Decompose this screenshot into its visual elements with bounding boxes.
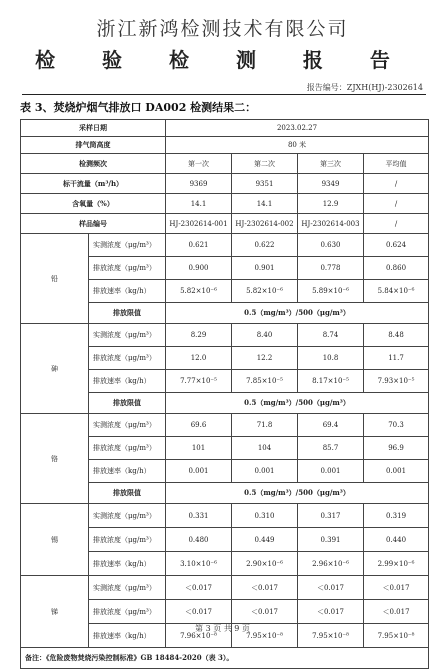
emission-value: 10.8 <box>298 347 364 370</box>
table-title: 表 3、焚烧炉烟气排放口 DA002 检测结果二： <box>20 101 257 114</box>
limit-label: 排放限值 <box>89 483 166 504</box>
rate-value: 2.99×10⁻⁶ <box>364 552 429 576</box>
report-number: 报告编号：ZJXH(HJ)-2302614 <box>306 83 423 92</box>
flow-cell: / <box>364 174 429 194</box>
rate-value: 7.95×10⁻⁸ <box>298 624 364 648</box>
rate-label: 排放速率（kg/h） <box>89 624 166 648</box>
measured-value: 8.74 <box>298 324 364 347</box>
emission-label: 排放浓度（μg/m³） <box>89 600 166 624</box>
limit-value: 0.5（mg/m³）/500（μg/m³） <box>166 393 429 414</box>
emission-label: 排放浓度（μg/m³） <box>89 257 166 280</box>
measured-value: ＜0.017 <box>166 576 232 600</box>
flow-cell: 9369 <box>166 174 232 194</box>
rate-value: 7.95×10⁻⁸ <box>232 624 298 648</box>
emission-value: 0.901 <box>232 257 298 280</box>
emission-value: 12.0 <box>166 347 232 370</box>
measured-value: 0.319 <box>364 504 429 528</box>
metal-name: 铬 <box>21 414 89 504</box>
oxygen-label: 含氧量（%） <box>21 194 166 214</box>
measured-label: 实测浓度（μg/m³） <box>89 576 166 600</box>
sample-number-cell: / <box>364 214 429 234</box>
company-name: 浙江新鸿检测技术有限公司 <box>96 18 349 40</box>
page-number: 第 3 页 共 9 页 <box>195 624 250 633</box>
emission-value: 101 <box>166 437 232 460</box>
rate-value: 0.001 <box>232 460 298 483</box>
frequency-cell: 平均值 <box>364 154 429 174</box>
note: 备注：《危险废物焚烧污染控制标准》GB 18484-2020（表 3）。 <box>21 648 429 669</box>
metal-name: 锡 <box>21 504 89 576</box>
rate-value: 7.95×10⁻⁸ <box>364 624 429 648</box>
emission-value: 96.9 <box>364 437 429 460</box>
frequency-cell: 第二次 <box>232 154 298 174</box>
rate-value: 5.82×10⁻⁶ <box>166 280 232 303</box>
measured-value: 69.4 <box>298 414 364 437</box>
metal-measured-row <box>21 504 429 528</box>
rate-label: 排放速率（kg/h） <box>89 280 166 303</box>
emission-value: 0.391 <box>298 528 364 552</box>
rate-label: 排放速率（kg/h） <box>89 370 166 393</box>
stack-height-label: 排气筒高度 <box>21 137 166 154</box>
results-table <box>20 119 429 669</box>
measured-value: 0.310 <box>232 504 298 528</box>
sample-number-row <box>21 214 429 234</box>
limit-label: 排放限值 <box>89 303 166 324</box>
rate-value: 7.93×10⁻⁵ <box>364 370 429 393</box>
metal-measured-row <box>21 576 429 600</box>
emission-value: ＜0.017 <box>298 600 364 624</box>
limit-value: 0.5（mg/m³）/500（μg/m³） <box>166 483 429 504</box>
frequency-label: 检测频次 <box>21 154 166 174</box>
stack-height-row <box>21 137 429 154</box>
sample-date-label: 采样日期 <box>21 120 166 137</box>
sample-number-label: 样品编号 <box>21 214 166 234</box>
stack-height-value: 80 米 <box>166 137 429 154</box>
oxygen-cell: 14.1 <box>232 194 298 214</box>
header-divider <box>22 94 426 95</box>
sample-date-row <box>21 120 429 137</box>
measured-value: 70.3 <box>364 414 429 437</box>
measured-value: 8.48 <box>364 324 429 347</box>
emission-value: 12.2 <box>232 347 298 370</box>
measured-label: 实测浓度（μg/m³） <box>89 234 166 257</box>
rate-value: 7.77×10⁻⁵ <box>166 370 232 393</box>
emission-value: 0.900 <box>166 257 232 280</box>
sample-number-cell: HJ-2302614-003 <box>298 214 364 234</box>
rate-value: 2.96×10⁻⁶ <box>298 552 364 576</box>
emission-value: ＜0.017 <box>232 600 298 624</box>
measured-label: 实测浓度（μg/m³） <box>89 414 166 437</box>
metal-name: 锑 <box>21 576 89 648</box>
measured-value: 8.29 <box>166 324 232 347</box>
metal-measured-row <box>21 324 429 347</box>
emission-label: 排放浓度（μg/m³） <box>89 437 166 460</box>
emission-label: 排放浓度（μg/m³） <box>89 528 166 552</box>
sample-date-value: 2023.02.27 <box>166 120 429 137</box>
note-row <box>21 648 429 669</box>
measured-value: ＜0.017 <box>298 576 364 600</box>
sample-number-cell: HJ-2302614-002 <box>232 214 298 234</box>
emission-value: 0.778 <box>298 257 364 280</box>
emission-value: 0.449 <box>232 528 298 552</box>
rate-value: 2.90×10⁻⁶ <box>232 552 298 576</box>
rate-label: 排放速率（kg/h） <box>89 460 166 483</box>
rate-value: 7.96×10⁻⁸ <box>166 624 232 648</box>
rate-label: 排放速率（kg/h） <box>89 552 166 576</box>
oxygen-row <box>21 194 429 214</box>
limit-label: 排放限值 <box>89 393 166 414</box>
rate-value: 0.001 <box>364 460 429 483</box>
rate-value: 8.17×10⁻⁵ <box>298 370 364 393</box>
measured-value: 8.40 <box>232 324 298 347</box>
emission-value: ＜0.017 <box>364 600 429 624</box>
measured-label: 实测浓度（μg/m³） <box>89 504 166 528</box>
measured-value: ＜0.017 <box>364 576 429 600</box>
oxygen-cell: / <box>364 194 429 214</box>
flow-cell: 9351 <box>232 174 298 194</box>
rate-value: 5.84×10⁻⁶ <box>364 280 429 303</box>
flow-cell: 9349 <box>298 174 364 194</box>
sample-number-cell: HJ-2302614-001 <box>166 214 232 234</box>
emission-value: 11.7 <box>364 347 429 370</box>
measured-value: 0.317 <box>298 504 364 528</box>
metal-name: 铅 <box>21 234 89 324</box>
rate-value: 3.10×10⁻⁶ <box>166 552 232 576</box>
measured-value: 0.331 <box>166 504 232 528</box>
emission-value: 0.440 <box>364 528 429 552</box>
emission-value: 0.480 <box>166 528 232 552</box>
rate-value: 7.85×10⁻⁵ <box>232 370 298 393</box>
report-title: 检 验 检 测 报 告 <box>35 48 410 72</box>
emission-value: 85.7 <box>298 437 364 460</box>
rate-value: 5.82×10⁻⁶ <box>232 280 298 303</box>
measured-value: 0.624 <box>364 234 429 257</box>
emission-value: 104 <box>232 437 298 460</box>
frequency-cell: 第一次 <box>166 154 232 174</box>
measured-value: 0.622 <box>232 234 298 257</box>
metal-name: 砷 <box>21 324 89 414</box>
emission-value: 0.860 <box>364 257 429 280</box>
limit-value: 0.5（mg/m³）/500（μg/m³） <box>166 303 429 324</box>
emission-label: 排放浓度（μg/m³） <box>89 347 166 370</box>
emission-value: ＜0.017 <box>166 600 232 624</box>
measured-value: 0.621 <box>166 234 232 257</box>
measured-label: 实测浓度（μg/m³） <box>89 324 166 347</box>
frequency-row <box>21 154 429 174</box>
metal-measured-row <box>21 234 429 257</box>
flow-row <box>21 174 429 194</box>
measured-value: 71.8 <box>232 414 298 437</box>
oxygen-cell: 12.9 <box>298 194 364 214</box>
rate-value: 5.89×10⁻⁶ <box>298 280 364 303</box>
rate-value: 0.001 <box>298 460 364 483</box>
measured-value: ＜0.017 <box>232 576 298 600</box>
rate-value: 0.001 <box>166 460 232 483</box>
frequency-cell: 第三次 <box>298 154 364 174</box>
oxygen-cell: 14.1 <box>166 194 232 214</box>
measured-value: 0.630 <box>298 234 364 257</box>
flow-label: 标干流量（m³/h） <box>21 174 166 194</box>
measured-value: 69.6 <box>166 414 232 437</box>
metal-measured-row <box>21 414 429 437</box>
results-table-body <box>21 120 429 669</box>
